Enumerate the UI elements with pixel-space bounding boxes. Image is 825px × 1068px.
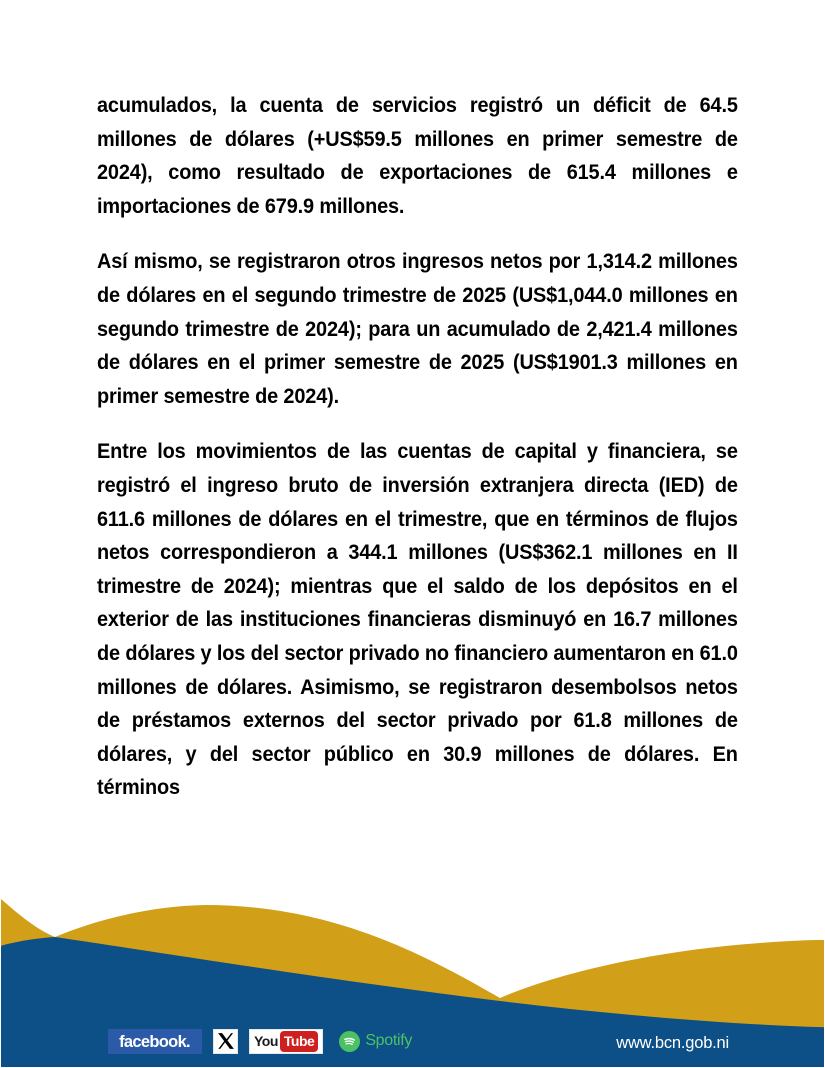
paragraph: acumulados, la cuenta de servicios registró un déficit de 64.5 millones de dólares (+US$59.5 millones en primer semestre de 2024), como resultado de exportaciones de 615.4 millones e importaciones de 679.9 millones. (97, 93, 738, 218)
website-url[interactable]: www.bcn.gob.ni (616, 1033, 729, 1052)
social-links (108, 1028, 412, 1054)
spotify-link[interactable] (339, 1031, 412, 1052)
footer-bar (0, 1008, 825, 1068)
spotify-icon (339, 1031, 360, 1052)
youtube-icon[interactable] (249, 1029, 323, 1054)
facebook-label: facebook. (119, 1031, 191, 1051)
document-body (97, 89, 738, 805)
paragraph: Entre los movimientos de las cuentas de capital y financiera, se registró el ingreso bruto de inversión extranjera directa (IED) de 611.6 millones de dólares en el trimestre, que en términos de flujos netos correspondieron a 344.1 millones (US$362.1 millones en II trimestre de 2024); mientras que el saldo de los depósitos en el exterior de las instituciones financieras disminuyó en 16.7 millones de dólares y los del sector privado no financiero aumentaron en 61.0 millones de dólares. Asimismo, se registraron desembolsos netos de préstamos externos del sector privado por 61.8 millones de dólares, y del sector público en 30.9 millones de dólares. En términos (97, 439, 738, 800)
paragraph: Así mismo, se registraron otros ingresos netos por 1,314.2 millones de dólares en el segundo trimestre de 2025 (US$1,044.0 millones en segundo trimestre de 2024); para un acumulado de 2,421.4 millones de dólares en el primer semestre de 2025 (US$1901.3 millones en primer semestre de 2024). (97, 249, 738, 408)
youtube-tube-label: Tube (280, 1031, 318, 1052)
facebook-icon[interactable] (108, 1029, 202, 1054)
x-twitter-icon[interactable] (213, 1029, 238, 1054)
youtube-you-label: You (254, 1033, 278, 1049)
spotify-label: Spotify (365, 1032, 413, 1049)
